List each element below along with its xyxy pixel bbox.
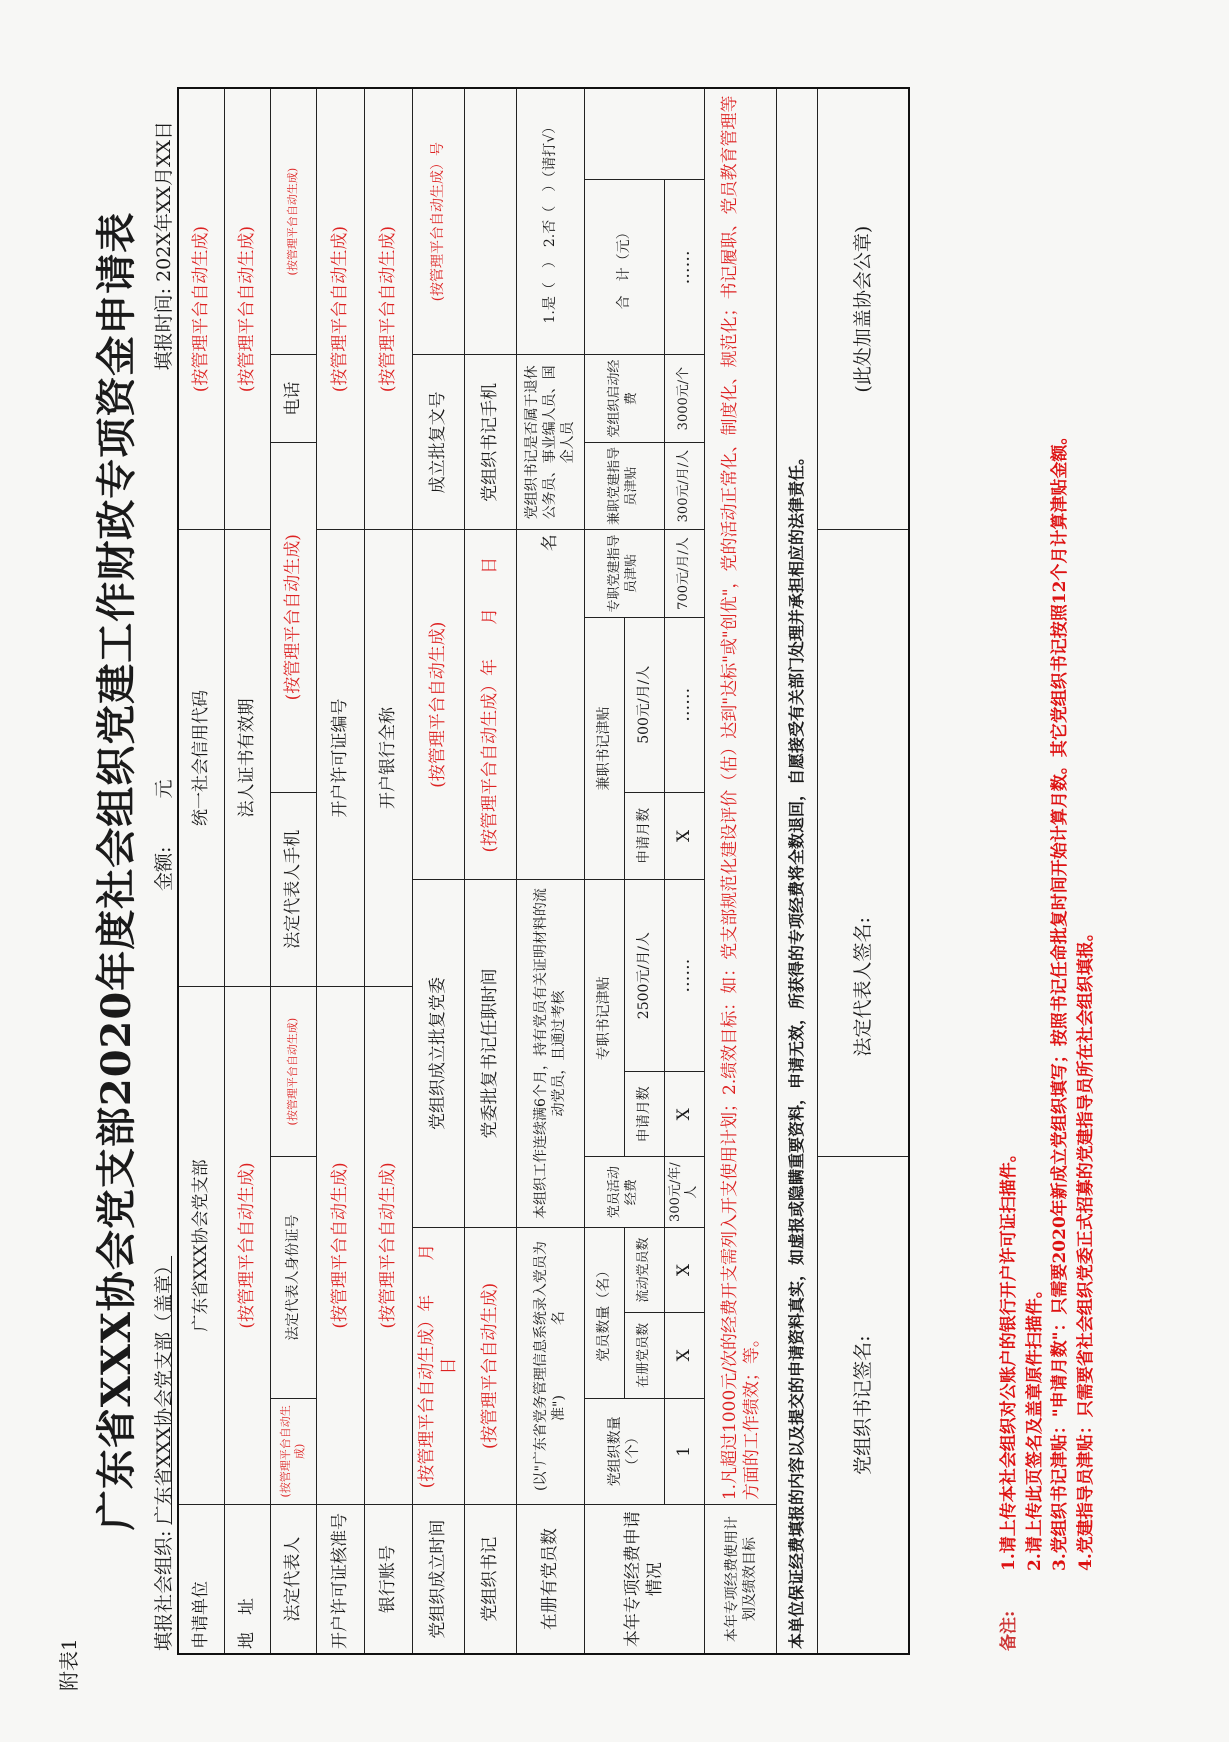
plan-text: 1.凡超过1000元/次的经费开支需列入开支使用计划；2.绩效目标：如：党支部规范化建设评价（估）达到"达标"或"创优"，党的活动正常化、制度化、规范化；书记履职、党员教育管理等方面的工作绩效；等。 (705, 88, 777, 1505)
notes-label: 备注: (999, 1610, 1019, 1651)
note-row-2 (1023, 91, 1049, 1651)
full-sec-months-label: 申请月数 (624, 1072, 664, 1157)
secretary-term-label: 党委批复书记任职时间 (464, 880, 516, 1228)
startup-label: 党组织启动经费 (584, 355, 664, 442)
legal-valid-label: 法人证书有效期 (224, 530, 270, 987)
part-sec-amount: …… (664, 617, 705, 792)
members-value: (以"广东省党务管理信息系统录入党员为准") 名 (516, 1227, 584, 1504)
time-label: 填报时间: (153, 287, 175, 371)
registered-value: X (664, 1313, 705, 1398)
org-count-value: 1 (664, 1398, 705, 1505)
bank-account-label: 银行账号 (364, 1505, 412, 1654)
flow-members-value: 名 (516, 530, 584, 880)
row-declaration (777, 88, 818, 1654)
amount-label: 金额: (153, 846, 175, 891)
phone-label: 电话 (270, 355, 316, 442)
secretary-label: 党组织书记 (464, 1505, 516, 1654)
row-signatures (818, 88, 910, 1654)
org-meta (149, 1256, 176, 1651)
credit-code-value: (按管理平台自动生成) (178, 88, 224, 530)
row-party-est (412, 88, 464, 1654)
secretary-phone-value (464, 88, 516, 355)
license-no-value: (按管理平台自动生成) (316, 986, 364, 1504)
amount-unit: 元 (153, 779, 175, 799)
legal-rep-phone-label: 法定代表人手机 (270, 792, 316, 986)
approve-doc-label: 成立批复文号 (412, 355, 464, 530)
time-value: 202X年XX月XX日 (153, 121, 175, 282)
license-no-label: 开户许可证核准号 (316, 1505, 364, 1654)
row-secretary (464, 88, 516, 1654)
credit-code-label: 统一社会信用代码 (178, 530, 224, 987)
notes-section (997, 91, 1099, 1651)
org-count-label: 党组织数量（个） (584, 1398, 664, 1505)
activity-fee-value: 300元/年/人 (664, 1157, 705, 1227)
activity-fee-label: 党员活动经费 (584, 1157, 664, 1227)
note-item-2: 2.请上传此页签名及盖章原件扫描件。 (1024, 1281, 1045, 1571)
legal-valid-value: (按管理平台自动生成) (224, 88, 270, 530)
approve-doc-value: (按管理平台自动生成）号 (412, 88, 464, 355)
party-est-time-label: 党组织成立时间 (412, 1505, 464, 1654)
secretary-value: (按管理平台自动生成) (464, 1227, 516, 1504)
bank-name-value: (按管理平台自动生成) (364, 88, 412, 530)
startup-value: 3000元/个 (664, 355, 705, 442)
party-approve-label: 党组织成立批复党委 (412, 880, 464, 1228)
full-sec-amount: …… (664, 880, 705, 1072)
note-row-3 (1048, 91, 1074, 1651)
full-guide-label: 专职党建指导员津贴 (584, 530, 664, 617)
flowing-value: X (664, 1227, 705, 1312)
license-code-label: 开户许可证编号 (316, 530, 364, 987)
applicant-label: 申请单位 (178, 1505, 224, 1654)
legal-rep-value: (按管理平台自动生成) (270, 1398, 316, 1505)
address-value: (按管理平台自动生成) (224, 986, 270, 1504)
note-row-1 (997, 91, 1023, 1651)
note-row-4 (1074, 91, 1100, 1651)
full-sec-months-value: X (664, 1072, 705, 1157)
note-item-1: 1.请上传本社会组织对公账户的银行开户许可证扫描件。 (999, 1145, 1019, 1571)
flow-members-label: 本组织工作连续满6个月，持有党员有关证明材料的流动党员，且通过考核 (516, 880, 584, 1228)
secretary-term-value: (按管理平台自动生成）年 月 日 (464, 530, 516, 880)
bank-name-label: 开户银行全称 (364, 530, 412, 987)
row-applicant (178, 88, 224, 1654)
org-value: 广东省XXX协会党支部（盖章） (153, 1255, 175, 1525)
party-est-time-value: (按管理平台自动生成）年 月 日 (412, 1227, 464, 1504)
annex-label: 附表1 (57, 1638, 81, 1691)
part-sec-rate: 500元/月/人 (624, 617, 664, 792)
full-sec-label: 专职书记津贴 (584, 880, 624, 1157)
members-label: 在册有党员数 (516, 1505, 584, 1654)
org-label: 填报社会组织: (153, 1530, 175, 1651)
legal-rep-id-value: (按管理平台自动生成) (270, 986, 316, 1157)
declaration-text: 本单位保证经费填报的内容以及提交的申请资料真实，如虚报或隐瞒重要资料，申请无效，所获得的专项经费将全数退回，自愿接受有关部门处理并承担相应的法律责任。 (777, 88, 818, 1654)
row-bank (364, 88, 412, 1654)
time-meta (149, 121, 176, 370)
applicant-value: 广东省XXX协会党支部 (178, 986, 224, 1504)
plan-label: 本年专项经费使用计划及绩效目标 (705, 1505, 777, 1654)
seal-area: (此处加盖协会公章) (818, 88, 910, 530)
row-members (516, 88, 584, 1654)
note-item-3: 3.党组织书记津贴："申请月数"：只需要2020年新成立党组织填写；按照书记任命批复时间开始计算月数。其它党组织书记按照12个月计算津贴金额。 (1050, 427, 1070, 1571)
part-sec-label: 兼职书记津贴 (584, 617, 624, 879)
legal-rep-signature[interactable]: 法定代表人签名: (818, 530, 910, 1157)
total-value: …… (664, 180, 705, 355)
part-guide-label: 兼职党建指导员津贴 (584, 442, 664, 529)
row-funding-values (664, 88, 705, 1654)
form-sheet (45, 51, 1185, 1691)
secretary-signature[interactable]: 党组织书记签名: (818, 1157, 910, 1654)
part-sec-months-value: X (664, 792, 705, 879)
legal-rep-phone-value: (按管理平台自动生成) (270, 442, 316, 792)
party-approve-value: (按管理平台自动生成) (412, 530, 464, 880)
part-guide-value: 300元/月/人 (664, 442, 705, 529)
row-legal-rep (270, 88, 316, 1654)
registered-label: 在册党员数 (624, 1313, 664, 1398)
address-label: 地 址 (224, 1505, 270, 1654)
secretary-retired-label: 党组织书记是否属于退休公务员、事业编人员、国企人员 (516, 355, 584, 530)
row-plan (705, 88, 777, 1654)
amount-meta (149, 779, 176, 891)
application-table (177, 87, 910, 1655)
note-item-4: 4.党建指导员津贴：只需要省社会组织党委正式招募的党建指导员所在社会组织填报。 (1075, 924, 1096, 1571)
legal-rep-id-label: 法定代表人身份证号 (270, 1157, 316, 1398)
legal-rep-label: 法定代表人 (270, 1505, 316, 1654)
members-count-label: 党员数量（名） (584, 1227, 624, 1398)
full-guide-value: 700元/月/人 (664, 530, 705, 617)
bank-account-value: (按管理平台自动生成) (364, 986, 412, 1504)
full-sec-rate: 2500元/月/人 (624, 880, 664, 1072)
license-code-value: (按管理平台自动生成) (316, 88, 364, 530)
form-title: 广东省XXX协会党支部2020年度社会组织党建工作财政专项资金申请表 (93, 211, 140, 1531)
part-sec-months-label: 申请月数 (624, 792, 664, 879)
secretary-retired-options: 1.是（ ） 2.否（ ）（请打√） (516, 88, 584, 355)
phone-value: (按管理平台自动生成) (270, 88, 316, 355)
row-license (316, 88, 364, 1654)
flowing-label: 流动党员数 (624, 1227, 664, 1312)
funding-label: 本年专项经费申请情况 (584, 1505, 705, 1654)
row-address (224, 88, 270, 1654)
total-label: 合 计（元） (584, 180, 664, 355)
secretary-phone-label: 党组织书记手机 (464, 355, 516, 530)
row-funding-header (584, 88, 624, 1654)
